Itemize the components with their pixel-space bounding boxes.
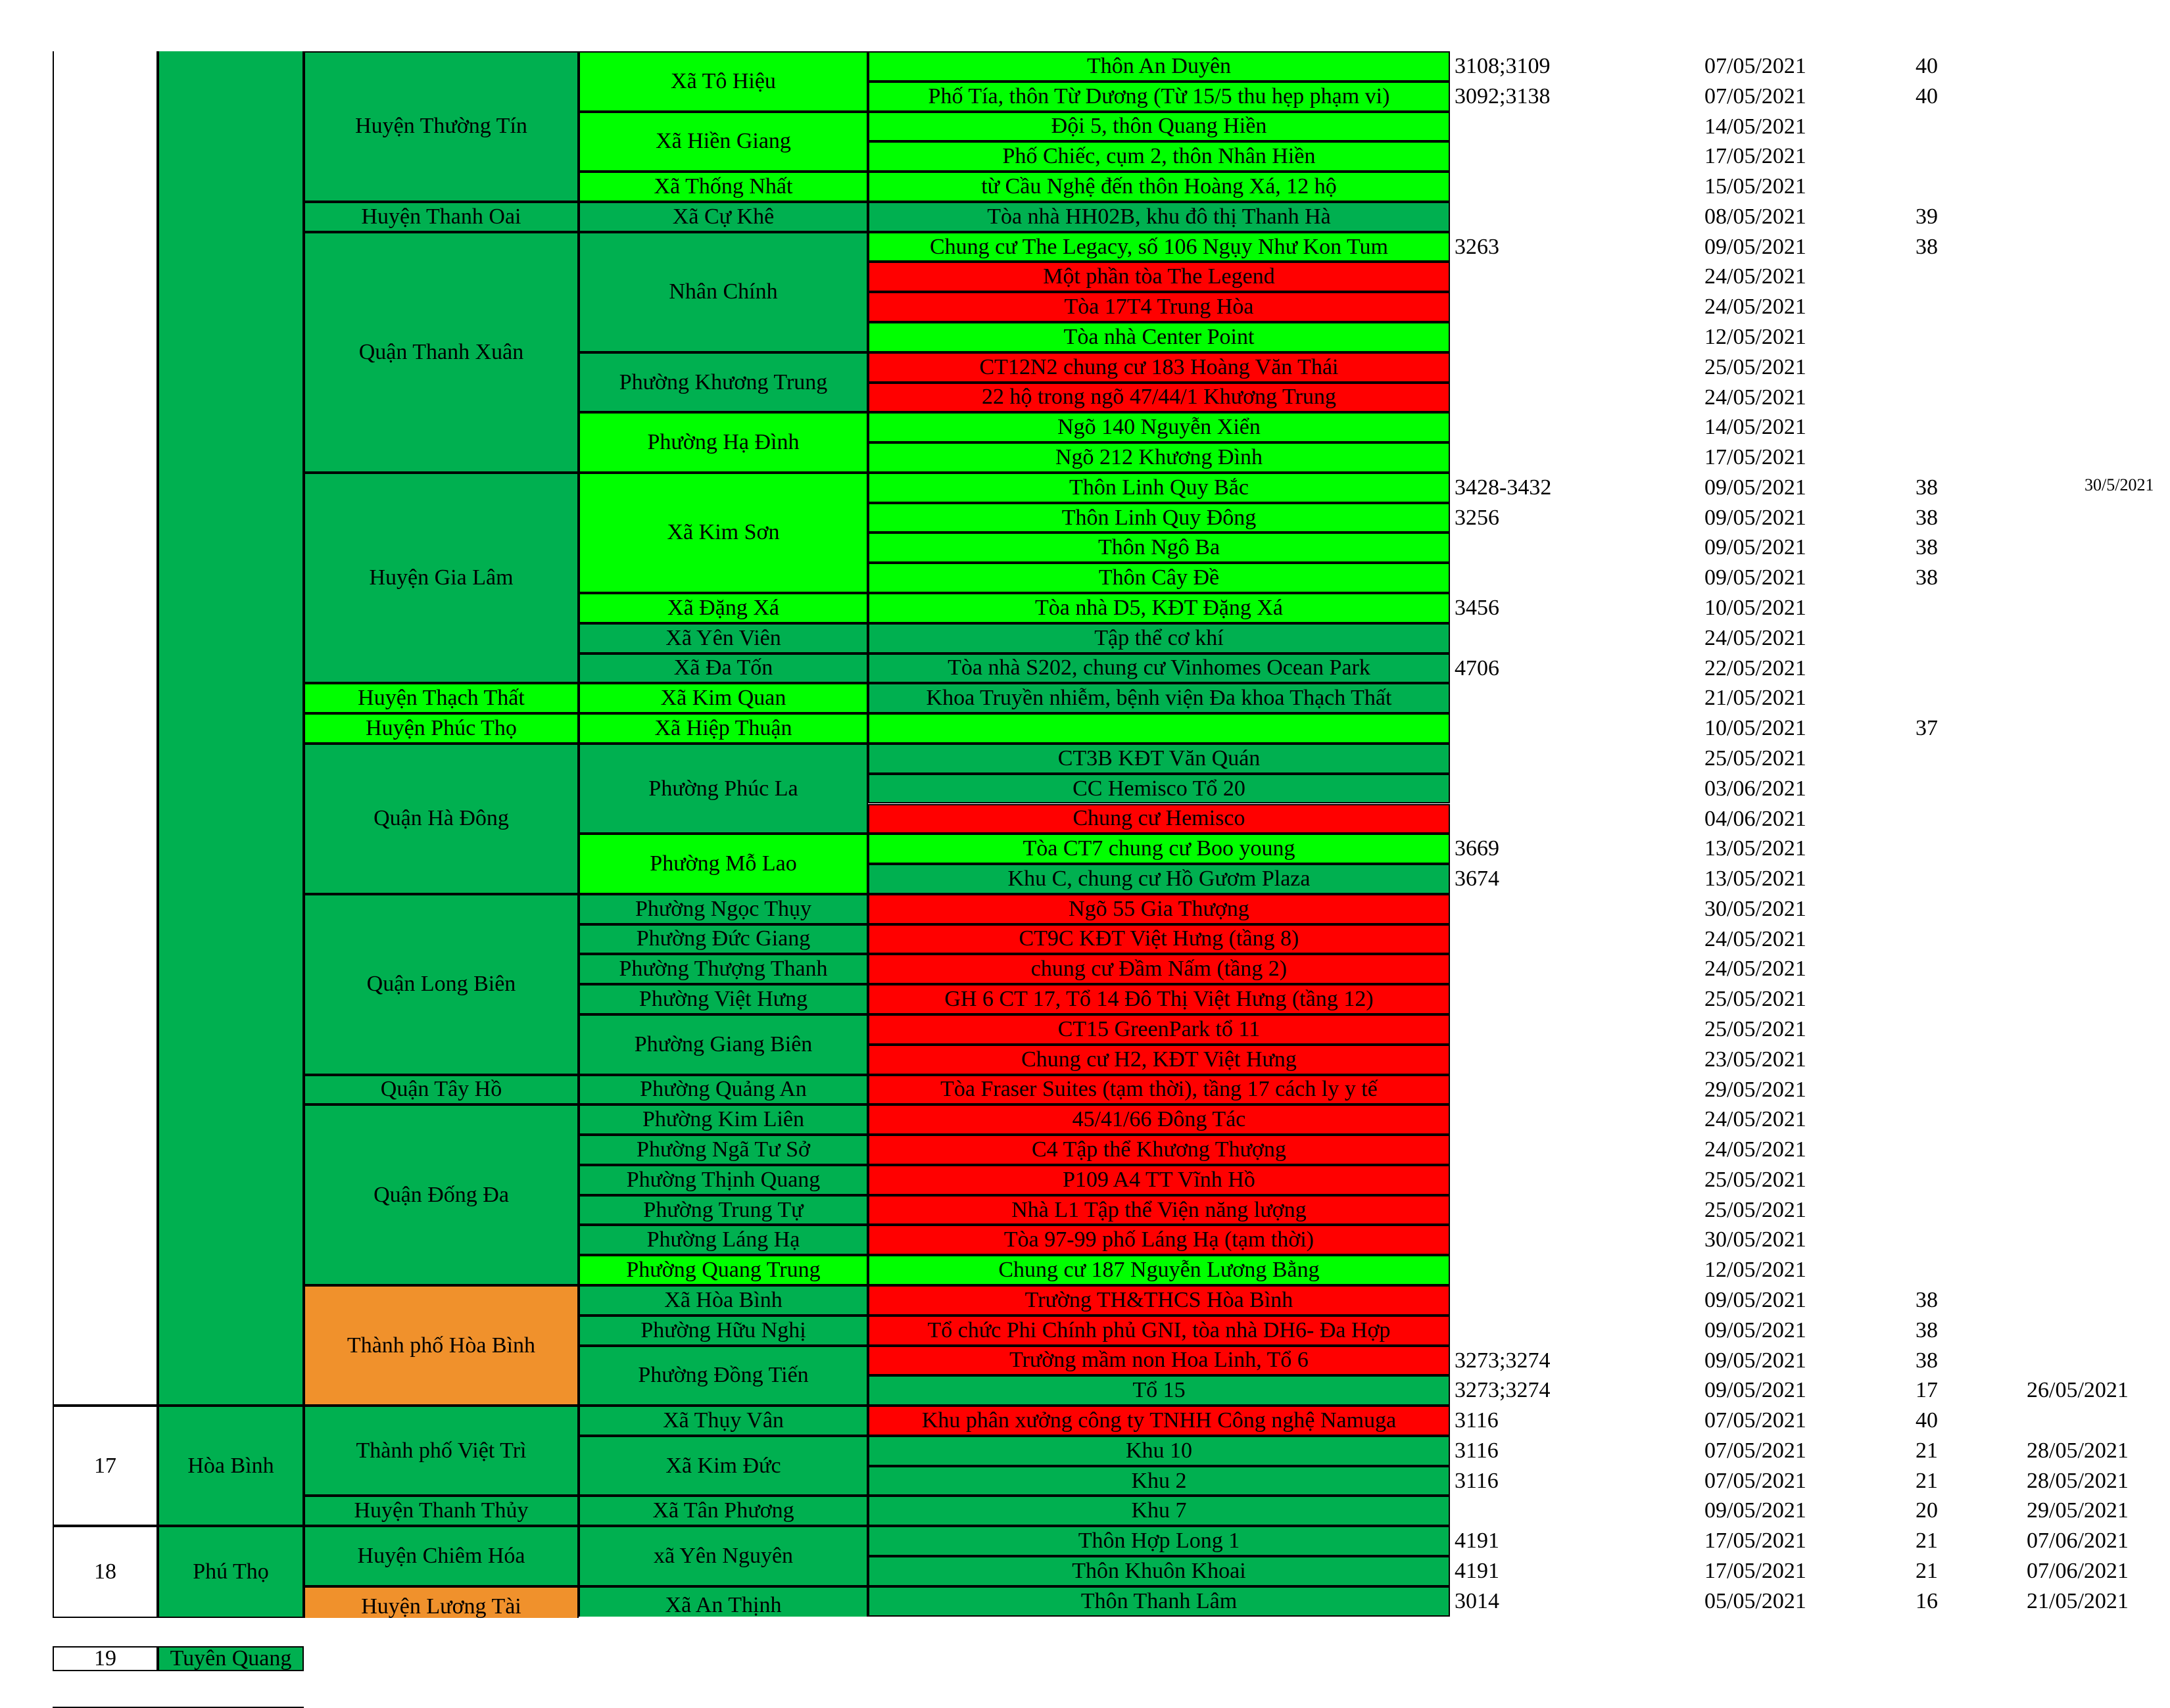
days-count: 38 bbox=[1916, 1317, 1938, 1342]
commune-cell: Phường Thượng Thanh bbox=[579, 954, 868, 984]
location-cell: Khu 10 bbox=[868, 1436, 1450, 1466]
location-cell: Ngõ 55 Gia Thượng bbox=[868, 894, 1450, 924]
start-date: 09/05/2021 bbox=[1704, 475, 1806, 500]
days-count: 21 bbox=[1916, 1559, 1938, 1583]
commune-cell: Phường Đồng Tiến bbox=[579, 1346, 868, 1406]
location-cell: Tổ 15 bbox=[868, 1375, 1450, 1406]
location-cell: Thôn Linh Quy Bắc bbox=[868, 473, 1450, 503]
quarantine-code: 4191 bbox=[1455, 1529, 1499, 1554]
commune-cell: Xã Kim Quan bbox=[579, 683, 868, 713]
location-cell: Khu 2 bbox=[868, 1466, 1450, 1496]
days-count: 38 bbox=[1916, 1287, 1938, 1312]
location-cell: Tòa 97-99 phố Láng Hạ (tạm thời) bbox=[868, 1225, 1450, 1255]
start-date: 09/05/2021 bbox=[1704, 535, 1806, 560]
start-date: 09/05/2021 bbox=[1704, 1287, 1806, 1312]
end-date: 21/05/2021 bbox=[2027, 1588, 2129, 1613]
province-cell: Hòa Bình bbox=[158, 1406, 304, 1526]
start-date: 30/05/2021 bbox=[1704, 1227, 1806, 1252]
district-cell: Thành phố Hòa Bình bbox=[304, 1285, 579, 1406]
start-date: 24/05/2021 bbox=[1704, 926, 1806, 951]
quarantine-code: 3092;3138 bbox=[1455, 83, 1551, 108]
quarantine-code: 3273;3274 bbox=[1455, 1348, 1551, 1373]
location-cell: Phố Chiếc, cụm 2, thôn Nhân Hiền bbox=[868, 141, 1450, 172]
days-count: 40 bbox=[1916, 83, 1938, 108]
location-cell: CT15 GreenPark tổ 11 bbox=[868, 1014, 1450, 1045]
start-date: 24/05/2021 bbox=[1704, 295, 1806, 320]
commune-cell: Phường Trung Tự bbox=[579, 1195, 868, 1225]
location-cell: C4 Tập thể Khương Thượng bbox=[868, 1135, 1450, 1165]
location-cell: 22 hộ trong ngõ 47/44/1 Khương Trung bbox=[868, 383, 1450, 413]
end-date: 26/05/2021 bbox=[2027, 1378, 2129, 1403]
district-cell: Thành phố Việt Trì bbox=[304, 1406, 579, 1496]
commune-cell: Xã Tô Hiệu bbox=[579, 51, 868, 112]
start-date: 17/05/2021 bbox=[1704, 445, 1806, 470]
start-date: 25/05/2021 bbox=[1704, 746, 1806, 771]
start-date: 24/05/2021 bbox=[1704, 625, 1806, 650]
group-no-cell: 19 bbox=[53, 1646, 158, 1671]
location-cell: P109 A4 TT Vĩnh Hồ bbox=[868, 1165, 1450, 1195]
commune-cell: Xã Đặng Xá bbox=[579, 593, 868, 623]
district-cell: Huyện Phúc Thọ bbox=[304, 713, 579, 744]
location-cell: Một phần tòa The Legend bbox=[868, 262, 1450, 292]
location-cell: CT12N2 chung cư 183 Hoàng Văn Thái bbox=[868, 352, 1450, 383]
start-date: 07/05/2021 bbox=[1704, 1438, 1806, 1463]
start-date: 25/05/2021 bbox=[1704, 1016, 1806, 1041]
location-cell: Chung cư H2, KĐT Việt Hưng bbox=[868, 1045, 1450, 1075]
start-date: 22/05/2021 bbox=[1704, 655, 1806, 680]
start-date: 24/05/2021 bbox=[1704, 1107, 1806, 1132]
commune-cell: Xã Hòa Bình bbox=[579, 1285, 868, 1316]
district-cell: Huyện Thanh Oai bbox=[304, 202, 579, 232]
commune-cell: Phường Kim Liên bbox=[579, 1104, 868, 1135]
days-count: 37 bbox=[1916, 716, 1938, 741]
start-date: 15/05/2021 bbox=[1704, 174, 1806, 199]
days-count: 38 bbox=[1916, 475, 1938, 500]
quarantine-code: 3669 bbox=[1455, 836, 1499, 861]
commune-cell: Xã An Thịnh bbox=[579, 1586, 868, 1617]
location-cell: GH 6 CT 17, Tổ 14 Đô Thị Việt Hưng (tầng 12) bbox=[868, 984, 1450, 1014]
district-cell: Huyện Chiêm Hóa bbox=[304, 1526, 579, 1586]
start-date: 25/05/2021 bbox=[1704, 354, 1806, 379]
district-cell: Quận Hà Đông bbox=[304, 744, 579, 894]
location-cell: Khoa Truyền nhiễm, bệnh viện Đa khoa Thạch Thất bbox=[868, 683, 1450, 713]
start-date: 07/05/2021 bbox=[1704, 1408, 1806, 1433]
location-cell: Ngõ 140 Nguyễn Xiển bbox=[868, 412, 1450, 442]
commune-cell: Xã Kim Sơn bbox=[579, 473, 868, 593]
start-date: 10/05/2021 bbox=[1704, 596, 1806, 621]
start-date: 09/05/2021 bbox=[1704, 1317, 1806, 1342]
commune-cell: Phường Khương Trung bbox=[579, 352, 868, 413]
district-cell: Quận Đống Đa bbox=[304, 1104, 579, 1285]
location-cell: Thôn Linh Quy Đông bbox=[868, 503, 1450, 533]
end-date: 30/5/2021 bbox=[2085, 475, 2154, 494]
location-cell: CC Hemisco Tổ 20 bbox=[868, 774, 1450, 804]
start-date: 24/05/2021 bbox=[1704, 1137, 1806, 1162]
quarantine-code: 3456 bbox=[1455, 596, 1499, 621]
location-cell: Thôn Cây Đề bbox=[868, 563, 1450, 593]
location-cell: Trường TH&THCS Hòa Bình bbox=[868, 1285, 1450, 1316]
days-count: 16 bbox=[1916, 1588, 1938, 1613]
province-cell: Tuyên Quang bbox=[158, 1646, 304, 1671]
start-date: 23/05/2021 bbox=[1704, 1047, 1806, 1072]
commune-cell: Phường Giang Biên bbox=[579, 1014, 868, 1075]
commune-cell: Phường Hữu Nghị bbox=[579, 1316, 868, 1346]
commune-cell: Phường Mỗ Lao bbox=[579, 834, 868, 894]
district-cell: Huyện Thanh Thủy bbox=[304, 1496, 579, 1526]
commune-cell: Phường Hạ Đình bbox=[579, 412, 868, 473]
end-date: 07/06/2021 bbox=[2027, 1529, 2129, 1554]
start-date: 04/06/2021 bbox=[1704, 806, 1806, 831]
location-cell: 45/41/66 Đông Tác bbox=[868, 1104, 1450, 1135]
commune-cell: Xã Cự Khê bbox=[579, 202, 868, 232]
location-cell: Khu C, chung cư Hồ Gươm Plaza bbox=[868, 864, 1450, 894]
commune-cell: Phường Việt Hưng bbox=[579, 984, 868, 1014]
days-count: 21 bbox=[1916, 1438, 1938, 1463]
end-date: 29/05/2021 bbox=[2027, 1498, 2129, 1523]
location-cell: Tập thể cơ khí bbox=[868, 623, 1450, 653]
location-cell: Tòa CT7 chung cư Boo young bbox=[868, 834, 1450, 864]
quarantine-code: 3116 bbox=[1455, 1408, 1499, 1433]
quarantine-code: 3263 bbox=[1455, 234, 1499, 259]
location-cell: Ngõ 212 Khương Đình bbox=[868, 442, 1450, 473]
location-cell: Thôn Hợp Long 1 bbox=[868, 1526, 1450, 1556]
start-date: 09/05/2021 bbox=[1704, 565, 1806, 590]
commune-cell: Phường Quảng An bbox=[579, 1075, 868, 1105]
district-cell: Huyện Gia Lâm bbox=[304, 473, 579, 683]
location-cell: chung cư Đầm Nấm (tầng 2) bbox=[868, 954, 1450, 984]
location-cell: Chung cư The Legacy, số 106 Ngụy Như Kon Tum bbox=[868, 232, 1450, 262]
location-cell: Đội 5, thôn Quang Hiền bbox=[868, 112, 1450, 142]
start-date: 09/05/2021 bbox=[1704, 234, 1806, 259]
days-count: 38 bbox=[1916, 535, 1938, 560]
end-date: 28/05/2021 bbox=[2027, 1468, 2129, 1493]
location-cell: Nhà L1 Tập thể Viện năng lượng bbox=[868, 1195, 1450, 1225]
start-date: 07/05/2021 bbox=[1704, 83, 1806, 108]
location-cell: CT3B KĐT Văn Quán bbox=[868, 744, 1450, 774]
commune-cell: Xã Đa Tốn bbox=[579, 653, 868, 684]
commune-cell: Phường Phúc La bbox=[579, 744, 868, 834]
commune-cell: Phường Quang Trung bbox=[579, 1255, 868, 1285]
start-date: 25/05/2021 bbox=[1704, 1197, 1806, 1222]
location-cell: Trường mầm non Hoa Linh, Tổ 6 bbox=[868, 1346, 1450, 1376]
district-cell: Huyện Lương Tài bbox=[304, 1586, 579, 1618]
start-date: 03/06/2021 bbox=[1704, 776, 1806, 801]
start-date: 21/05/2021 bbox=[1704, 686, 1806, 711]
district-cell: Quận Long Biên bbox=[304, 894, 579, 1075]
district-cell: Huyện Thường Tín bbox=[304, 51, 579, 202]
start-date: 13/05/2021 bbox=[1704, 836, 1806, 861]
start-date: 13/05/2021 bbox=[1704, 866, 1806, 891]
start-date: 24/05/2021 bbox=[1704, 264, 1806, 289]
days-count: 38 bbox=[1916, 565, 1938, 590]
commune-cell: Xã Thụy Vân bbox=[579, 1406, 868, 1436]
start-date: 17/05/2021 bbox=[1704, 144, 1806, 169]
start-date: 30/05/2021 bbox=[1704, 896, 1806, 921]
location-cell: Thôn An Duyên bbox=[868, 51, 1450, 82]
quarantine-code: 3428-3432 bbox=[1455, 475, 1552, 500]
days-count: 40 bbox=[1916, 1408, 1938, 1433]
group-no-cell: 17 bbox=[53, 1406, 158, 1526]
start-date: 07/05/2021 bbox=[1704, 1468, 1806, 1493]
district-cell: Quận Tây Hồ bbox=[304, 1075, 579, 1105]
quarantine-code: 3256 bbox=[1455, 505, 1499, 530]
start-date: 12/05/2021 bbox=[1704, 1258, 1806, 1283]
province-cell: Phú Thọ bbox=[158, 1526, 304, 1617]
location-cell: CT9C KĐT Việt Hưng (tầng 8) bbox=[868, 924, 1450, 955]
commune-cell: Phường Đức Giang bbox=[579, 924, 868, 955]
days-count: 21 bbox=[1916, 1529, 1938, 1554]
commune-cell: Xã Kim Đức bbox=[579, 1436, 868, 1496]
start-date: 10/05/2021 bbox=[1704, 716, 1806, 741]
start-date: 12/05/2021 bbox=[1704, 325, 1806, 350]
quarantine-code: 3116 bbox=[1455, 1438, 1499, 1463]
location-cell: Thôn Thanh Lâm bbox=[868, 1586, 1450, 1617]
start-date: 14/05/2021 bbox=[1704, 114, 1806, 139]
commune-cell: Phường Ngọc Thụy bbox=[579, 894, 868, 924]
commune-cell: Xã Yên Viên bbox=[579, 623, 868, 653]
commune-cell: Xã Hiền Giang bbox=[579, 112, 868, 172]
end-date: 28/05/2021 bbox=[2027, 1438, 2129, 1463]
location-cell: Tòa nhà Center Point bbox=[868, 322, 1450, 352]
start-date: 09/05/2021 bbox=[1704, 1498, 1806, 1523]
quarantine-code: 3108;3109 bbox=[1455, 54, 1551, 78]
start-date: 25/05/2021 bbox=[1704, 1167, 1806, 1192]
days-count: 38 bbox=[1916, 1348, 1938, 1373]
location-cell: Tổ chức Phi Chính phủ GNI, tòa nhà DH6- Đa Hợp bbox=[868, 1316, 1450, 1346]
start-date: 14/05/2021 bbox=[1704, 415, 1806, 440]
start-date: 17/05/2021 bbox=[1704, 1559, 1806, 1583]
location-cell: Tòa 17T4 Trung Hòa bbox=[868, 292, 1450, 322]
location-cell: Tòa nhà HH02B, khu đô thị Thanh Hà bbox=[868, 202, 1450, 232]
start-date: 08/05/2021 bbox=[1704, 204, 1806, 229]
start-date: 25/05/2021 bbox=[1704, 987, 1806, 1012]
start-date: 05/05/2021 bbox=[1704, 1588, 1806, 1613]
location-cell: Khu 7 bbox=[868, 1496, 1450, 1526]
commune-cell: Xã Hiệp Thuận bbox=[579, 713, 868, 744]
quarantine-code: 3014 bbox=[1455, 1588, 1499, 1613]
days-count: 17 bbox=[1916, 1378, 1938, 1403]
location-cell: Tòa nhà S202, chung cư Vinhomes Ocean Park bbox=[868, 653, 1450, 684]
quarantine-code: 4191 bbox=[1455, 1559, 1499, 1583]
location-cell: Thôn Khuôn Khoai bbox=[868, 1556, 1450, 1586]
start-date: 09/05/2021 bbox=[1704, 1348, 1806, 1373]
commune-cell: Phường Láng Hạ bbox=[579, 1225, 868, 1255]
quarantine-code: 3273;3274 bbox=[1455, 1378, 1551, 1403]
group-no-cell bbox=[53, 51, 158, 1406]
location-cell: Chung cư 187 Nguyễn Lương Bằng bbox=[868, 1255, 1450, 1285]
start-date: 09/05/2021 bbox=[1704, 505, 1806, 530]
commune-cell: Nhân Chính bbox=[579, 232, 868, 352]
location-cell: Tòa nhà D5, KĐT Đặng Xá bbox=[868, 593, 1450, 623]
quarantine-code: 3674 bbox=[1455, 866, 1499, 891]
days-count: 38 bbox=[1916, 234, 1938, 259]
start-date: 24/05/2021 bbox=[1704, 385, 1806, 410]
quarantine-code: 3116 bbox=[1455, 1468, 1499, 1493]
location-cell: từ Cầu Nghệ đến thôn Hoàng Xá, 12 hộ bbox=[868, 172, 1450, 202]
commune-cell: Xã Tân Phương bbox=[579, 1496, 868, 1526]
days-count: 39 bbox=[1916, 204, 1938, 229]
location-cell bbox=[868, 713, 1450, 744]
days-count: 21 bbox=[1916, 1468, 1938, 1493]
days-count: 38 bbox=[1916, 505, 1938, 530]
days-count: 40 bbox=[1916, 54, 1938, 78]
group-no-cell: 18 bbox=[53, 1526, 158, 1617]
commune-cell: Phường Thịnh Quang bbox=[579, 1165, 868, 1195]
start-date: 29/05/2021 bbox=[1704, 1077, 1806, 1102]
end-date: 07/06/2021 bbox=[2027, 1559, 2129, 1583]
days-count: 20 bbox=[1916, 1498, 1938, 1523]
district-cell: Quận Thanh Xuân bbox=[304, 232, 579, 473]
start-date: 24/05/2021 bbox=[1704, 957, 1806, 982]
commune-cell: Phường Ngã Tư Sở bbox=[579, 1135, 868, 1165]
location-cell: Tòa Fraser Suites (tạm thời), tầng 17 cách ly y tế bbox=[868, 1075, 1450, 1105]
start-date: 17/05/2021 bbox=[1704, 1529, 1806, 1554]
quarantine-code: 4706 bbox=[1455, 655, 1499, 680]
commune-cell: xã Yên Nguyên bbox=[579, 1526, 868, 1586]
province-cell bbox=[158, 51, 304, 1406]
location-cell: Phố Tía, thôn Từ Dương (Từ 15/5 thu hẹp phạm vi) bbox=[868, 82, 1450, 112]
district-cell: Huyện Thạch Thất bbox=[304, 683, 579, 713]
location-cell: Thôn Ngô Ba bbox=[868, 533, 1450, 563]
commune-cell: Xã Thống Nhất bbox=[579, 172, 868, 202]
start-date: 07/05/2021 bbox=[1704, 54, 1806, 78]
start-date: 09/05/2021 bbox=[1704, 1378, 1806, 1403]
location-cell: Khu phân xưởng công ty TNHH Công nghệ Namuga bbox=[868, 1406, 1450, 1436]
location-cell: Chung cư Hemisco bbox=[868, 804, 1450, 834]
